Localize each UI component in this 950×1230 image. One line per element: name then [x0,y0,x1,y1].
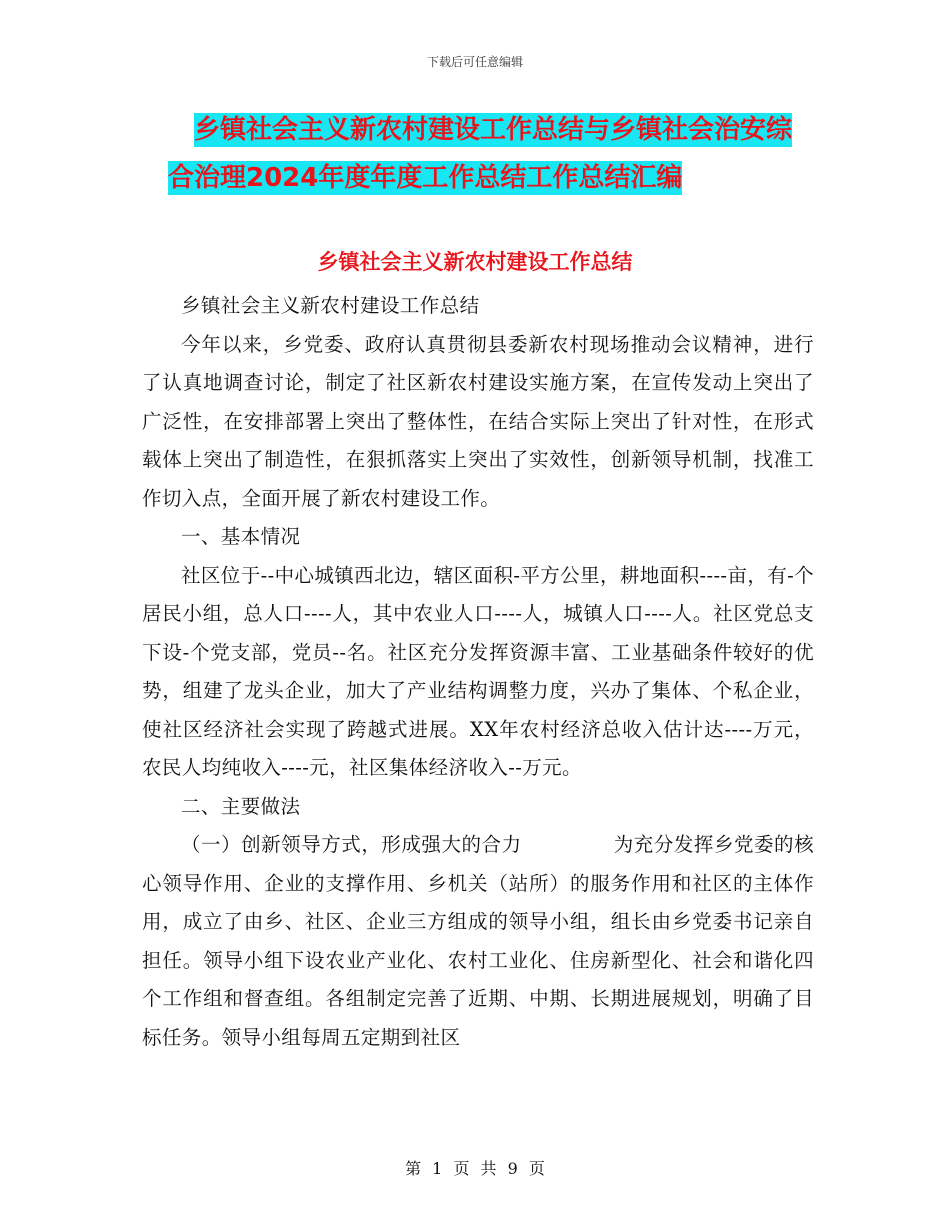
paragraph-leadership [142,826,814,1057]
header-note: 下载后可任意编辑 [426,55,523,69]
paragraph-subtitle: 乡镇社会主义新农村建设工作总结 [181,294,480,317]
paragraph-basic-situation: 社区位于--中心城镇西北边，辖区面积-平方公里，耕地面积----亩，有-个居民小组，总人口----人，其中农业人口----人，城镇人口----人。社区党总支下设-个党支部，党员--名。社区充分发挥资源丰富、工业基础条件较好的优势，组建了龙头企业，加大了产业结构调整力度，兴办了集体、个私企业，使社区经济社会实现了跨越式进展。XX年农村经济总收入估计达----万元，农民人均纯收入----元，社区集体经济收入--万元。 [142,563,815,779]
main-title-line-1: 乡镇社会主义新农村建设工作总结与乡镇社会治安综 [194,115,793,145]
heading-main-methods: 二、主要做法 [181,794,301,818]
page-number-footer: 第 1 页 共 9 页 [405,1159,545,1178]
paragraph-leadership-lead: （一）创新领导方式，形成强大的合力 [181,833,522,856]
paragraph-intro: 今年以来，乡党委、政府认真贯彻县委新农村现场推动会议精神，进行了认真地调查讨论，制定了社区新农村建设实施方案，在宣传发动上突出了广泛性，在安排部署上突出了整体性，在结合实际上突出了针对性，在形式载体上突出了制造性，在狠抓落实上突出了实效性，创新领导机制，找准工作切入点，全面开展了新农村建设工作。 [142,332,814,510]
paragraph-leadership-body: 为充分发挥乡党委的核心领导作用、企业的支撑作用、乡机关（站所）的服务作用和社区的主体作用，成立了由乡、社区、企业三方组成的领导小组，组长由乡党委书记亲自担任。领导小组下设农业产业化、农村工业化、住房新型化、社会和谐化四个工作组和督查组。各组制定完善了近期、中期、长期进展规划，明确了目标任务。领导小组每周五定期到社区 [142,833,814,1049]
heading-basic-situation: 一、基本情况 [181,525,301,548]
main-title-line-2: 合治理2024年度年度工作总结工作总结汇编 [168,163,683,193]
document-main-title [168,106,828,202]
document-body [142,287,814,1057]
section-title: 乡镇社会主义新农村建设工作总结 [317,250,633,274]
